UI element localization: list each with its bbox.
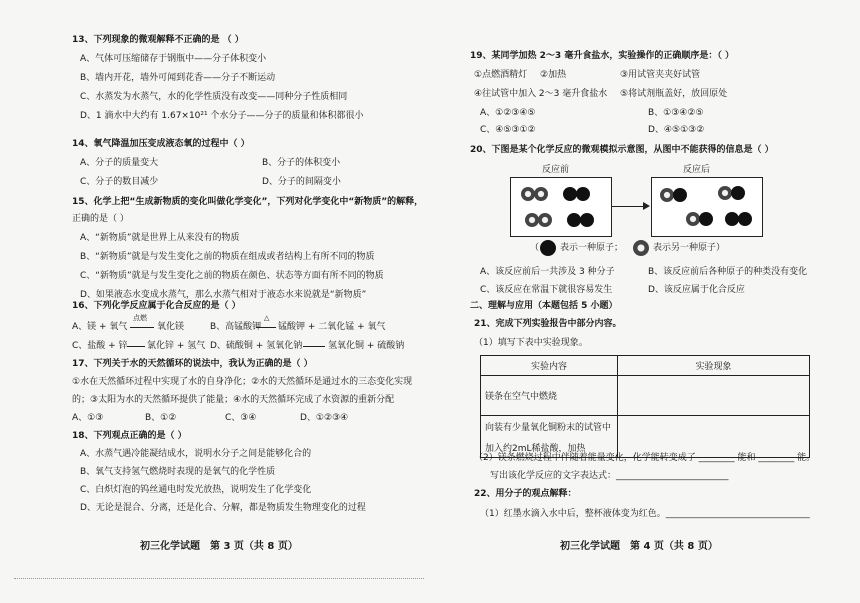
q13-option-b: B、墙内开花，墙外可闻到花香——分子不断运动 — [80, 73, 276, 83]
q20-before-label: 反应前 — [542, 165, 570, 175]
atom-gray — [718, 186, 732, 200]
right-page-footer: 初三化学试题 第 4 页（共 8 页） — [560, 541, 718, 552]
atom-black — [725, 212, 739, 226]
q20-option-b: B、该反应前后各种原子的种类没有变化 — [648, 267, 808, 277]
q15-stem-line1: 15、化学上把“生成新物质的变化叫做化学变化”，下列对化学变化中“新物质”的解释， — [72, 197, 424, 207]
table-header-row — [481, 356, 810, 376]
q16-a-reactants: A、镁 + 氧气 — [72, 322, 128, 332]
q13-option-d: D、1 滴水中大约有 1.67×10²¹ 个水分子——分子的质量和体积都很小 — [80, 111, 364, 121]
q18-option-a: A、水蒸气遇冷能凝结成水，说明水分子之间是能够化合的 — [80, 449, 312, 459]
table-row — [481, 416, 810, 458]
q17-line2: 的；③太阳为水的天然循环提供了能量；④水的天然循环完成了水资源的重新分配 — [72, 395, 395, 405]
atom-black — [673, 188, 687, 202]
atom-black — [576, 187, 590, 201]
table-cell-content: 镁条在空气中燃烧 — [481, 376, 618, 416]
legend-gray-atom-icon — [633, 240, 649, 256]
atom-black — [563, 187, 577, 201]
q19-step4: ④往试管中加入 2～3 毫升食盐水 — [474, 89, 608, 99]
q20-option-a: A、该反应前后一共涉及 3 种分子 — [480, 267, 615, 277]
atom-black — [699, 212, 713, 226]
atom-gray — [686, 212, 700, 226]
q15-option-c: C、“新物质”就是与发生变化之前的物质在颜色、状态等方面有所不同的物质 — [80, 271, 384, 281]
table-row — [481, 376, 810, 416]
q16-d-reactants: D、硫酸铜 + 氢氧化钠 — [210, 341, 303, 351]
q16-d-products: 氢氧化铜 + 硫酸钠 — [328, 341, 405, 351]
q17-option-a: A、①③ — [72, 413, 104, 423]
q19-option-b: B、①③④②⑤ — [648, 108, 704, 118]
q16-c-products: 氯化锌 + 氢气 — [147, 341, 206, 351]
q16-b-arrow — [256, 327, 276, 328]
q20-legend-open: （ — [530, 243, 540, 253]
q17-option-b: B、①② — [145, 413, 177, 423]
q19-step1: ①点燃酒精灯 — [474, 70, 528, 80]
table-header-content: 实验内容 — [481, 356, 618, 376]
experiment-report-table — [480, 355, 810, 458]
table-cell-content — [481, 416, 618, 458]
q20-stem: 20、下图是某个化学反应的微观模拟示意图，从图中不能获得的信息是（ ） — [470, 145, 774, 155]
q19-stem: 19、某同学加热 2～3 毫升食盐水，实验操作的正确顺序是：（ ） — [470, 51, 734, 61]
q16-a-arrow — [130, 327, 154, 328]
reaction-arrow-head — [643, 202, 650, 210]
q15-option-d: D、如果液态水变成水蒸气，那么水蒸气相对于液态水来说就是“新物质” — [80, 290, 367, 300]
q19-step3: ③用试管夹夹好试管 — [620, 70, 701, 80]
atom-gray — [525, 213, 539, 227]
q14-option-b: B、分子的体积变小 — [262, 158, 341, 168]
right-page — [430, 0, 860, 603]
q15-option-b: B、“新物质”就是与发生变化之前的物质在组成或者结构上有所不同的物质 — [80, 252, 375, 262]
atom-black — [731, 186, 745, 200]
q21-stem: 21、完成下列实验报告中部分内容。 — [474, 319, 622, 329]
section-2-heading: 二、理解与应用（本题包括 5 小题） — [470, 301, 618, 311]
q16-d-arrow — [303, 346, 325, 347]
q20-legend-1: 表示一种原子； — [560, 243, 624, 253]
q20-after-label: 反应后 — [683, 165, 711, 175]
atom-gray — [538, 213, 552, 227]
q14-option-c: C、分子的数目减少 — [80, 177, 159, 187]
q16-b-condition: △ — [264, 314, 270, 322]
atom-black — [567, 213, 581, 227]
q20-option-d: D、该反应属于化合反应 — [648, 285, 745, 295]
q16-stem: 16、下列化学反应属于化合反应的是（ ） — [72, 301, 241, 311]
q16-c-reactants: C、盐酸 + 锌 — [72, 341, 128, 351]
q18-option-b: B、氧气支持氢气燃烧时表现的是氧气的化学性质 — [80, 467, 276, 477]
q15-stem-line2: 正确的是（ ） — [72, 214, 129, 224]
q20-before-box — [510, 177, 612, 237]
atom-gray — [660, 188, 674, 202]
q17-option-c: C、③④ — [225, 413, 257, 423]
left-page-footer: 初三化学试题 第 3 页（共 8 页） — [140, 541, 298, 552]
q22-stem: 22、用分子的观点解释： — [474, 489, 577, 499]
table-cell-line: 向装有少量氧化铜粉末的试管中 — [485, 422, 612, 433]
left-bottom-divider — [14, 578, 424, 579]
q14-option-d: D、分子的间隔变小 — [262, 177, 341, 187]
atom-gray — [521, 187, 535, 201]
q13-option-a: A、气体可压缩储存于钢瓶中——分子体积变小 — [80, 54, 267, 64]
table-cell-answer[interactable] — [618, 416, 810, 458]
q20-after-box — [651, 177, 763, 237]
q13-stem: 13、下列现象的微观解释不正确的是 （ ） — [72, 35, 244, 45]
q17-option-d: D、①②③④ — [300, 413, 349, 423]
reaction-arrow-line — [611, 206, 647, 207]
atom-black — [738, 212, 752, 226]
q21-sub1: （1）填写下表中实验现象。 — [474, 338, 588, 348]
q21-sub3: 写出该化学反应的文字表达式：_________________________ — [490, 471, 729, 481]
q14-stem: 14、氧气降温加压变成液态氧的过程中（ ） — [72, 139, 250, 149]
q13-option-c: C、水蒸发为水蒸气，水的化学性质没有改变——同种分子性质相同 — [80, 92, 348, 102]
q17-line1: ①水在天然循环过程中实现了水的自身净化；②水的天然循环是通过水的三态变化实现 — [72, 377, 413, 387]
q19-step2: ②加热 — [540, 70, 567, 80]
q14-option-a: A、分子的质量变大 — [80, 158, 159, 168]
q16-c-arrow — [127, 346, 145, 347]
q21-sub2: （2）镁条燃烧过程中伴随着能量变化，化学能转变成了 ________ 能和 ________ 能。 — [474, 453, 816, 463]
q20-option-c: C、该反应在常温下就很容易发生 — [480, 285, 613, 295]
q16-b-products: 锰酸钾 + 二氧化锰 + 氧气 — [278, 322, 386, 332]
table-cell-answer[interactable] — [618, 376, 810, 416]
q16-a-condition: 点燃 — [133, 314, 147, 322]
legend-black-atom-icon — [540, 240, 556, 256]
q16-a-products: 氧化镁 — [157, 322, 185, 332]
q18-stem: 18、下列观点正确的是（ ） — [72, 431, 187, 441]
table-cell-line: 加入约2mL稀盐酸，加热 — [485, 443, 586, 454]
q22-sub1: （1）红墨水滴入水中后，整杯液体变为红色。________________________________ — [480, 509, 810, 519]
atom-gray — [534, 187, 548, 201]
q19-step5: ⑤将试剂瓶盖好，放回原处 — [620, 89, 728, 99]
q18-option-c: C、白炽灯泡的钨丝通电时发光放热，说明发生了化学变化 — [80, 485, 312, 495]
q17-stem: 17、下列关于水的天然循环的说法中，我认为正确的是（ ） — [72, 359, 313, 369]
atom-black — [580, 213, 594, 227]
q18-option-d: D、无论是混合、分离，还是化合、分解，都是物质发生物理变化的过程 — [80, 503, 366, 513]
table-header-phenomenon: 实验现象 — [618, 356, 810, 376]
q19-option-c: C、④⑤③①② — [480, 125, 536, 135]
q16-b-reactants: B、高锰酸钾 — [210, 322, 262, 332]
q19-option-a: A、①②③④⑤ — [480, 108, 536, 118]
q20-legend-2: 表示另一种原子） — [653, 243, 726, 253]
q15-option-a: A、“新物质”就是世界上从来没有的物质 — [80, 233, 240, 243]
q19-option-d: D、④⑤①③② — [648, 125, 705, 135]
